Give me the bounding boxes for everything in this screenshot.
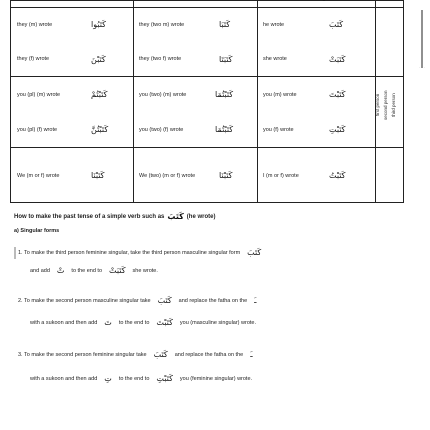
dual-english: you (two) (m) wrote — [139, 91, 187, 98]
dual-english: they (two m) wrote — [139, 21, 185, 28]
plural-arabic: كَتَبْنَ — [91, 54, 106, 64]
example-mid: to the end to — [118, 375, 150, 382]
rule-2-example — [30, 318, 256, 327]
heading-text: How to make the past tense of a simple verb such as — [14, 213, 165, 220]
plural-arabic: كَتَبْتُنَّ — [91, 125, 109, 134]
plural-arabic: كَتَبُوا — [91, 20, 106, 29]
example-suffix: تْ — [56, 266, 65, 275]
dual-arabic: كَتَبَتَا — [219, 54, 233, 64]
rule-3-mark: ـَ — [250, 350, 253, 359]
header-dual — [187, 0, 202, 1]
rule-2-mark: ـَ — [254, 296, 257, 305]
rule-2 — [18, 296, 260, 305]
rule-1 — [18, 248, 264, 257]
example-suffix: تَ — [104, 318, 112, 327]
label-first-person: first person — [375, 93, 380, 117]
dual-arabic: كَتَبَا — [219, 20, 231, 29]
table-row — [11, 7, 403, 42]
plural-english: We (m or f) wrote — [17, 172, 60, 179]
example-result: كَتَبَتْ — [109, 266, 126, 275]
dual-arabic: كَتَبْتُمَا — [215, 90, 234, 99]
rule-2-text: 2. To make the second person masculine singular take — [18, 297, 151, 304]
singular-english: she wrote — [263, 56, 287, 62]
example-mid: to the end to — [118, 319, 150, 326]
header-singular — [311, 0, 339, 1]
rule-1-example — [30, 266, 158, 275]
singular-arabic: كَتَبْتُ — [329, 171, 346, 180]
rule-3-text2: and replace the fatha on the — [174, 351, 244, 358]
heading-verb: كَتَبَ — [167, 212, 184, 221]
example-post: you (feminine singular) wrote. — [179, 375, 253, 382]
plural-arabic: كَتَبْتُمْ — [91, 90, 108, 99]
plural-english: you (pl) (f) wrote — [17, 126, 58, 133]
plural-english: they (m) wrote — [17, 21, 53, 28]
table-row — [11, 112, 403, 148]
rule-3-text: 3. To make the second person feminine singular take — [18, 351, 147, 358]
example-pre: and add — [30, 267, 50, 274]
table-row — [11, 148, 403, 203]
singular-english: he wrote — [263, 21, 285, 28]
singular-english: I (m or f) wrote — [263, 172, 299, 179]
plural-english: they (f) wrote — [17, 56, 50, 62]
dual-english: We (two) (m or f) wrote — [139, 172, 196, 179]
singular-english: you (f) wrote — [263, 126, 294, 133]
rule-3-example — [30, 374, 252, 383]
rule-2-text2: and replace the fatha on the — [178, 297, 248, 304]
example-pre: with a sukoon and then add — [30, 319, 98, 326]
label-second-person: second person — [383, 90, 388, 120]
dual-english: you (two) (f) wrote — [139, 126, 184, 133]
label-third-person: third person — [391, 93, 396, 117]
example-mid: to the end to — [71, 267, 103, 274]
dual-arabic: كَتَبْتُمَا — [215, 125, 234, 134]
singular-arabic: كَتَبْتَ — [329, 90, 346, 99]
dual-arabic: كَتَبْنَا — [219, 171, 233, 180]
table-row — [11, 42, 403, 77]
person-labels — [375, 7, 400, 203]
heading-suffix: (he wrote) — [186, 213, 216, 220]
rule-1-text: 1. To make the third person feminine singular, take the third person masculine singular form — [18, 249, 241, 256]
conjugation-table — [10, 0, 404, 203]
example-result: كَتَبْتِ — [156, 374, 173, 383]
rule-3 — [18, 350, 256, 359]
example-result: كَتَبْتَ — [156, 318, 173, 327]
singular-arabic: كَتَبَ — [329, 20, 344, 29]
example-post: you (masculine singular) wrote. — [179, 319, 257, 326]
example-pre: with a sukoon and then add — [30, 375, 98, 382]
singular-arabic: كَتَبْتِ — [329, 125, 346, 134]
section-heading — [14, 212, 215, 221]
plural-english: you (pl) (m) wrote — [17, 91, 61, 98]
rule-2-verb: كَتَبَ — [157, 296, 172, 305]
subheading: a) Singular forms — [14, 228, 60, 234]
header-plural — [61, 0, 80, 1]
example-suffix: تِ — [104, 374, 112, 383]
dual-english: they (two f) wrote — [139, 56, 182, 62]
margin-bar — [14, 247, 16, 259]
rule-1-verb: كَتَبَ — [247, 248, 262, 257]
rule-3-verb: كَتَبَ — [153, 350, 168, 359]
table-row — [11, 77, 403, 112]
example-post: she wrote. — [132, 267, 158, 274]
direction-arrow-icon — [418, 8, 426, 68]
singular-english: you (m) wrote — [263, 91, 297, 98]
plural-arabic: كَتَبْنَا — [91, 171, 105, 180]
singular-arabic: كَتَبَتْ — [329, 54, 346, 64]
